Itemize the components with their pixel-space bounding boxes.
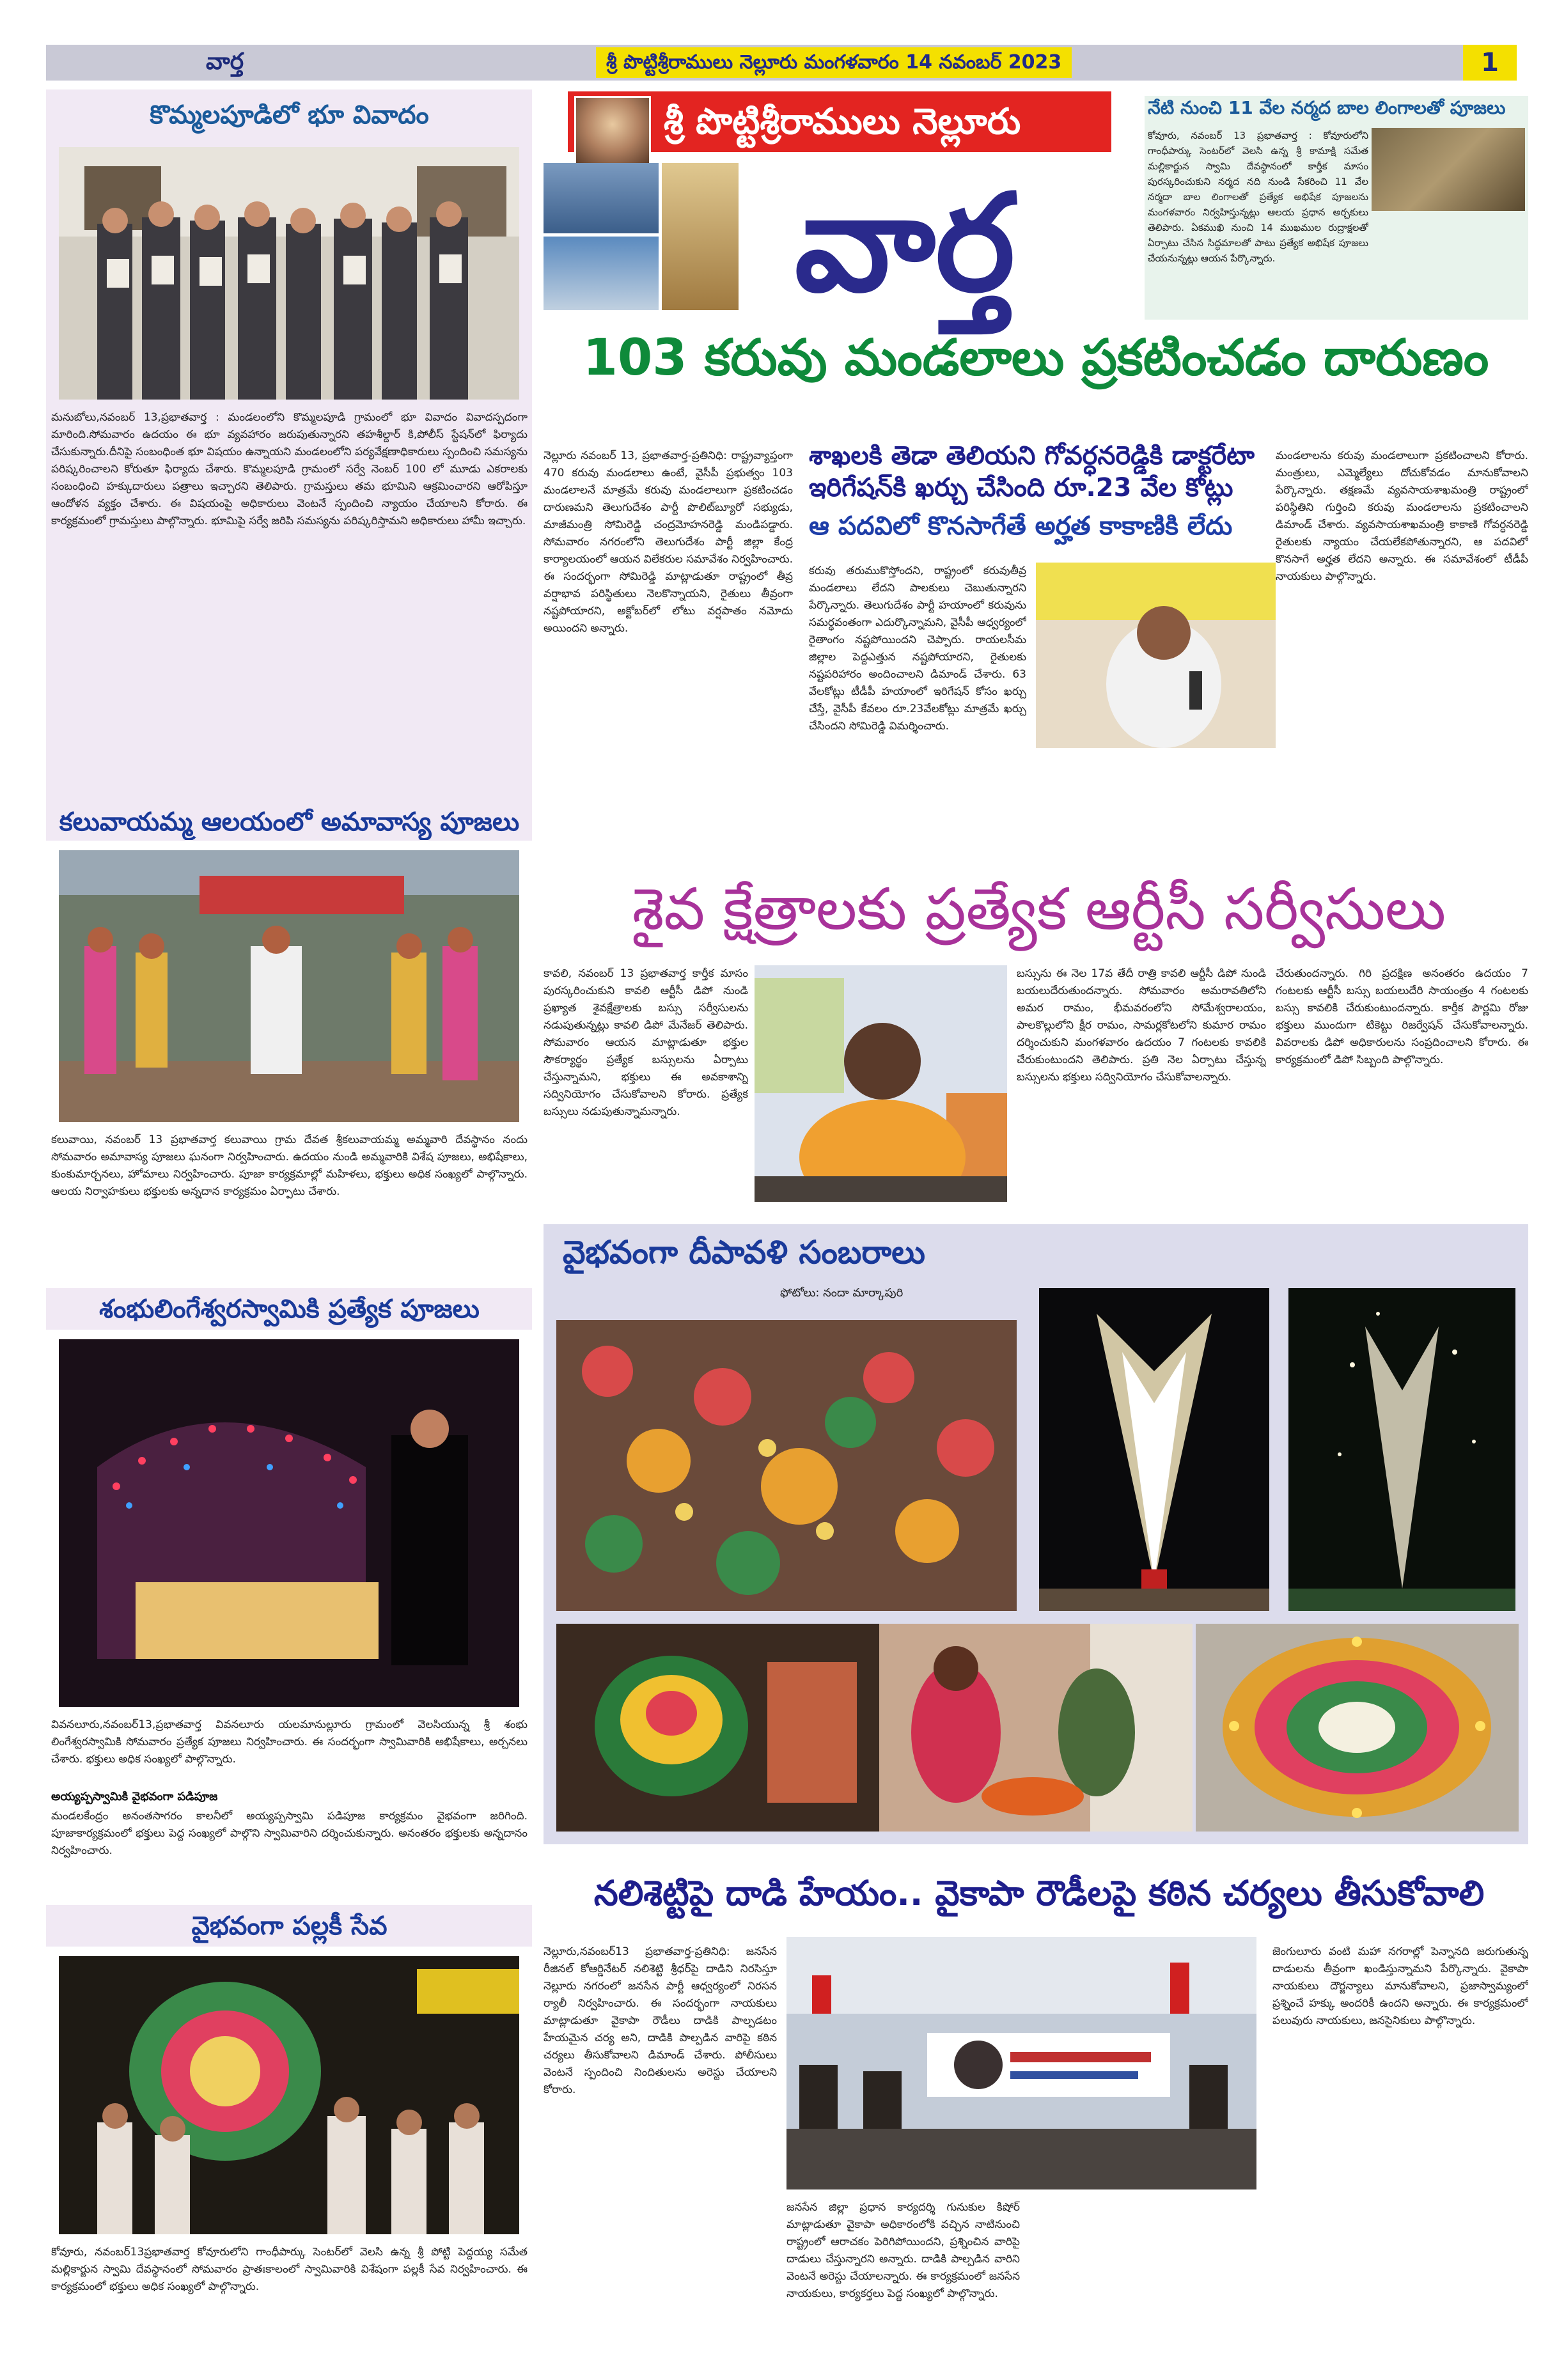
story3-body2: మండలకేంద్రం అనంతసాగరం కాలనీలో అయ్యప్పస్వామి పడిపూజ కార్యక్రమం వైభవంగా జరిగింది. పూజాకార్యక్రమంలో భక్తులు పెద్ద సంఖ్యలో పాల్గొని స్వామివారిని దర్శించుకున్నారు. అనంతరం భక్తులకు అన్నదానం నిర్వహించారు. — [51, 1810, 528, 1857]
diwali-photo-lamps — [556, 1624, 879, 1832]
main-story-col2: కరువు తరుముకొస్తోందని, రాష్ట్రంలో కరువుతీవ్ర మండలాలు లేదని పాలకులు చెబుతున్నారని పేర్కొన్నారు. తెలుగుదేశం పార్టీ హయాంలో కరువును సమర్థవంతంగా ఎదుర్కొన్నామని, వైసీపీ ఆధ్వర్యంలో రైతాంగం నష్టపోయిందని చెప్పారు. రాయలసీమ జిల్లాల పెద్దఎత్తున నష్టపోయారని, రైతులకు నష్టపరిహారం అందించాలని డిమాండ్ చేశారు. 63 వేలకోట్లు టీడీపీ హయాంలో ఇరిగేషన్ కోసం ఖర్చు చేస్తే, వైసీపీ కేవలం రూ.23వేలకోట్లు మాత్రమే ఖర్చు చేసిందని సోమిరెడ్డి విమర్శించారు. — [809, 564, 1026, 733]
rtc-col1: కావలి, నవంబర్ 13 ప్రభాతవార్త కార్తీక మాసం పురస్కరించుకుని కావలి ఆర్టీసీ డిపో నుండి ప్రఖ్యాత శైవక్షేత్రాలకు బస్సు సర్వీసులను నడుపుతున్నట్లు కావలి డిపో మేనేజర్ తెలిపారు. సోమవారం ఆయన మాట్లాడుతూ భక్తుల సౌకర్యార్థం ప్రత్యేక బస్సులను ఏర్పాటు చేస్తున్నామని, భక్తులు ఈ అవకాశాన్ని సద్వినియోగం చేసుకోవాలని కోరారు. ప్రత్యేక బస్సులు నడుపుతున్నామన్నారు. — [544, 967, 748, 1118]
page-number: 1 — [1463, 45, 1517, 81]
speaker-icon — [1036, 563, 1276, 748]
diwali-headline: వైభవంగా దీపావళి సంబరాలు — [563, 1234, 925, 1271]
rally-banner-icon — [786, 1937, 1256, 2189]
main-subhead-2: ఇరిగేషన్‌కి ఖర్చు చేసింది రూ.23 వేల కోట్లు — [809, 473, 1233, 502]
rtc-headline: శైవ క్షేత్రాలకు ప్రత్యేక ఆర్టీసీ సర్వీసులు — [632, 876, 1446, 943]
story4-headline: వైభవంగా పల్లకీ సేవ — [191, 1911, 387, 1941]
story1-body: మనుబోలు,నవంబర్ 13,ప్రభాతవార్త : మండలంలోని కొమ్మలపూడి గ్రామంలో భూ వివాదం వివాదస్పదంగా మారింది.సోమవారం ఉదయం ఈ భూ వ్యవహారం జరుపుతున్నారని తహశీల్దార్ కి,పోలీస్ స్టేషన్‌లో ఫిర్యాదు చేసుకున్నారు.దీనిపై సంబంధింత భూ విషయం ఉన్నాయని మండలంలోని పర్యవేక్షణాధికారులు స్పందించి సమస్యను పరిష్కరించాలని కోరుతూ ఫిర్యాదు చేశారు. కొమ్మలపూడి గ్రామంలో సర్వే నెంబర్ 100 లో మూడు ఎకరాలకు సంబంధించి హక్కుదారులు పత్రాలు ఇచ్చారని తెలిపారు. గ్రామస్తులు తమ భూమిని ఆక్రమించారని ఆరోపిస్తూ ఆందోళన వ్యక్తం చేశారు. ఈ విషయంపై అధికారులు వెంటనే స్పందించి న్యాయం చేయాలని కోరారు. ఈ కార్యక్రమంలో గ్రామస్తులు పాల్గొన్నారు. భూమిపై సర్వే జరిపి సమస్యను పరిష్కరిస్తామని అధికారులు హామీ ఇచ్చారు. — [51, 411, 528, 527]
port-image-icon — [544, 237, 659, 310]
story3-body: వివనలూరు,నవంబర్13,ప్రభాతవార్త వివనలూరు యలమానుల్లూరు గ్రామంలో వెలసియున్న శ్రీ శంభు లింగేశ్వరస్వామికి సోమవారం ప్రత్యేక పూజలు నిర్వహించారు. ఈ సందర్భంగా స్వామివారికి అభిషేకాలు, అర్చనలు చేశారు. భక్తులు అధిక సంఖ్యలో పాల్గొన్నారు. — [51, 1718, 528, 1766]
protest-col1: నెల్లూరు,నవంబర్13 ప్రభాతవార్త-ప్రతినిధి: జనసేన రీజినల్ కోఆర్డినేటర్ నలిశెట్టి శ్రీధర్‌పై దాడిని నిరసిస్తూ నెల్లూరు నగరంలో జనసేన పార్టీ ఆధ్వర్యంలో నిరసన ర్యాలీ నిర్వహించారు. ఈ సందర్భంగా నాయకులు మాట్లాడుతూ వైకాపా రౌడీలు దాడికి పాల్పడటం హేయమైన చర్య అని, దాడికి పాల్పడిన వారిపై కఠిన చర్యలు తీసుకోవాలని డిమాండ్ చేశారు. పోలీసులు వెంటనే స్పందించి నిందితులను అరెస్టు చేయాలని కోరారు. — [544, 1945, 777, 2096]
protest-col2: జనసేన జిల్లా ప్రధాన కార్యదర్శి గునుకుల కిషోర్ మాట్లాడుతూ వైకాపా అధికారంలోకి వచ్చిన నాటినుంచి రాష్ట్రంలో ఆరాచకం పెరిగిపోయిందని, ప్రశ్నించిన వారిపై దాడులు చేస్తున్నారని అన్నారు. దాడికి పాల్పడిన వారిని వెంటనే అరెస్టు చేయాలన్నారు. ఈ కార్యక్రమంలో జనసేన నాయకులు, కార్యకర్తలు పెద్ద సంఖ్యలో పాల్గొన్నారు. — [786, 2201, 1020, 2300]
founder-portrait-icon — [574, 96, 651, 166]
diwali-photo-firework-1 — [1039, 1288, 1269, 1611]
diwali-photo-rangoli-women — [879, 1624, 1193, 1832]
story2-body: కలువాయి, నవంబర్ 13 ప్రభాతవార్త కలువాయి గ్రామ దేవత శ్రీకలువాయమ్మ అమ్మవారి దేవస్థానం నందు సోమవారం అమావాస్య పూజలు ఘనంగా నిర్వహించారు. ఉదయం నుండి అమ్మవారికి విశేష పూజలు, అభిషేకాలు, కుంకుమార్చనలు, హోమాలు నిర్వహించారు. పూజా కార్యక్రమాల్లో మహిళలు, భక్తులు అధిక సంఖ్యలో పాల్గొన్నారు. ఆలయ నిర్వాహకులు భక్తులకు అన్నదాన కార్యక్రమం ఏర్పాటు చేశారు. — [51, 1133, 528, 1198]
group-photo-icon — [59, 147, 519, 400]
palanquin-procession-icon — [59, 1956, 519, 2234]
masthead-region-title: శ్రీ పొట్టిశ్రీరాములు నెల్లూరు — [664, 101, 1021, 143]
main-subhead-1: శాఖలకి తెడా తెలియని గోవర్ధనరెడ్డికి డాక్టరేటా — [809, 441, 1255, 471]
dateline: శ్రీ పొట్టిశ్రీరాములు నెల్లూరు మంగళవారం 14 నవంబర్ 2023 — [596, 47, 1072, 78]
top-strip — [46, 45, 1517, 81]
women-lighting-lamps-icon — [879, 1624, 1193, 1832]
protest-rally-photo — [786, 1937, 1256, 2189]
depot-manager-photo — [755, 965, 1007, 1202]
story2-photo — [59, 850, 519, 1122]
story1-photo — [59, 147, 519, 400]
rangoli-icon — [1196, 1624, 1519, 1832]
diwali-photo-firework-2 — [1288, 1288, 1515, 1611]
main-story-col3: మండలాలను కరువు మండలాలుగా ప్రకటించాలని కోరారు. మంత్రులు, ఎమ్మెల్యేలు దోచుకోవడం మానుకోవాలని పేర్కొన్నారు. తక్షణమే వ్యవసాయశాఖమంత్రి రాష్ట్రంలో పరిస్థితిని గుర్తించి కరువు మండలాలను ప్రకటించాలని డిమాండ్ చేశారు. వ్యవసాయశాఖమంత్రి కాకాణి గోవర్ధనరెడ్డి రైతులకు న్యాయం చేయలేకపోతున్నారని, ఆ పదవిలో కొనసాగే అర్హత లేదని అన్నారు. ఈ సమావేశంలో టీడీపీ నాయకులు పాల్గొన్నారు. — [1276, 449, 1528, 583]
shrine-lights-icon — [59, 1339, 519, 1707]
bridge-image-icon — [544, 163, 659, 233]
small-logo: వార్త — [206, 49, 244, 75]
diwali-pooja-crowd-icon — [556, 1320, 1017, 1611]
firework-sparks-icon — [1288, 1288, 1515, 1611]
story3-subhead: అయ్యప్పస్వామికి వైభవంగా పడిపూజ — [51, 1790, 218, 1803]
story1-headline: కొమ్మలపూడిలో భూ వివాదం — [150, 100, 429, 130]
official-portrait-icon — [755, 965, 1007, 1202]
story4-photo — [59, 1956, 519, 2234]
story2-headline: కలువాయమ్మ ఆలయంలో అమావాస్య పూజలు — [59, 807, 520, 837]
story3-headline: శంభులింగేశ్వరస్వామికి ప్రత్యేక పూజలు — [99, 1295, 480, 1324]
firework-fountain-icon — [1039, 1288, 1269, 1611]
diwali-photo-crowd — [556, 1320, 1017, 1611]
main-subhead-3: ఆ పదవిలో కొనసాగేతే అర్హత కాకాణికి లేదు — [809, 511, 1233, 541]
protest-headline: నలిశెట్టిపై దాడి హేయం.. వైకాపా రౌడీలపై కఠిన చర్యలు తీసుకోవాలి — [593, 1873, 1485, 1913]
story4-body: కోవూరు, నవంబర్13ప్రభాతవార్త కోవూరులోని గాంధీపార్కు సెంటర్‌లో వెలసి ఉన్న శ్రీ పోట్టి పెద్దయ్య సమేత మల్లికార్జున స్వామి దేవస్థానంలో సోమవారం ప్రాతఃకాలంలో స్వామివారికి విశేషంగా పల్లకీ సేవ నిర్వహించారు. ఈ కార్యక్రమంలో భక్తులు అధిక సంఖ్యలో పాల్గొన్నారు. — [51, 2246, 528, 2293]
diwali-photo-credit: ఫోటోలు: నందా మార్కాపురి — [780, 1286, 904, 1300]
protest-col3: జెంగులూరు వంటి మహా నగరాల్లో పెన్నానది జరుగుతున్న దాడులను తీవ్రంగా ఖండిస్తున్నామని పేర్కొన్నారు. వైకాపా నాయకులు దౌర్జన్యాలు మానుకోవాలని, ప్రజాస్వామ్యంలో ప్రశ్నించే హక్కు అందరికీ ఉందని అన్నారు. ఈ కార్యక్రమంలో పలువురు నాయకులు, జనసైనికులు పాల్గొన్నారు. — [1272, 1945, 1528, 2027]
rtc-col2: బస్సును ఈ నెల 17వ తేదీ రాత్రి కావలి ఆర్టీసీ డిపో నుండి బయలుదేరుతుందన్నారు. సోమవారం అమరావతిలోని అమర రామం, భీమవరంలోని సోమేశ్వరాలయం, పాలకొల్లులోని క్షీర రామం, సామర్లకోటలోని కుమార రామం దర్శించుకుని మంగళవారం ఉదయం 7 గంటలకు కావలికి చేరుకుంటుందని తెలిపారు. ప్రతి నెల ఏర్పాటు చేస్తున్న బస్సులను భక్తులు సద్వినియోగం చేసుకోవాలన్నారు. — [1017, 967, 1266, 1084]
top-right-body: కోవూరు, నవంబర్ 13 ప్రభాతవార్త : కోవూరులోని గాంధీపార్కు సెంటర్‌లో వెలసి ఉన్న శ్రీ కామాక్షి సమేత మల్లికార్జున స్వామి దేవస్థానంలో కార్తీక మాసం పురస్కరించుకుని నర్మద నది నుండి సేకరించి 11 వేల నర్మదా బాల లింగాలతో ప్రత్యేక అభిషేక పూజలను మంగళవారం నిర్వహిస్తున్నట్లు ఆలయ ప్రధాన అర్చకులు తెలిపారు. ఏకముఖి నుంచి 14 ముఖముల రుద్రాక్షలతో ఏర్పాటు చేసిన సిద్ధమాలతో పాటు ప్రత్యేక అభిషేక పూజలు చేయనున్నట్లు ఆయన పేర్కొన్నారు. — [1148, 130, 1368, 264]
masthead-logo: వార్త — [794, 164, 1015, 322]
temple-crowd-icon — [59, 850, 519, 1122]
rtc-col3: చేరుతుందన్నారు. గిరి ప్రదక్షిణ అనంతరం ఉదయం 7 గంటలకు ఆర్టీసీ బస్సు బయలుదేరి సాయంత్రం 4 గంటలకు బస్సు కావలికి చేరుకుంటుందన్నారు. కార్తీక పౌర్ణమి రోజు భక్తులు ముందుగా టికెట్టు రిజర్వేషన్ చేసుకోవాలన్నారు. వివరాలకు డిపో అధికారులను సంప్రదించాలని కోరారు. ఈ కార్యక్రమంలో డిపో సిబ్బంది పాల్గొన్నారు. — [1276, 967, 1528, 1066]
main-story-col1: నెల్లూరు నవంబర్ 13, ప్రభాతవార్త-ప్రతినిధి: రాష్ట్రవ్యాప్తంగా 470 కరువు మండలాలు ఉంటే, వైసీపీ ప్రభుత్వం 103 మండలాలనే మాత్రమే కరువు మండలాలుగా ప్రకటించడం దారుణమని తెలుగుదేశం పార్టీ పొలిట్‌బ్యూరో సభ్యుడు, మాజీమంత్రి సోమిరెడ్డి చంద్రమోహనరెడ్డి మండిపడ్డారు. సోమవారం నగరంలోని తెలుగుదేశం పార్టీ జిల్లా కేంద్ర కార్యాలయంలో ఆయన విలేకరుల సమావేశం నిర్వహించారు. ఈ సందర్భంగా సోమిరెడ్డి మాట్లాడుతూ రాష్ట్రంలో తీవ్ర వర్షాభావ పరిస్థితులు నెలకొన్నాయని, రైతులు తీవ్రంగా నష్టపోయారని, అక్టోబర్‌లో లోటు వర్షపాతం నమోదు అయిందని అన్నారు. — [544, 449, 793, 635]
linga-pooja-photo — [1372, 128, 1525, 211]
lamp-offering-icon — [556, 1624, 879, 1832]
press-meet-photo — [1036, 563, 1276, 748]
main-headline: 103 కరువు మండలాలు ప్రకటించడం దారుణం — [583, 329, 1489, 387]
top-right-headline: నేటి నుంచి 11 వేల నర్మద బాల లింగాలతో పూజలు — [1148, 97, 1506, 118]
diwali-photo-rangoli — [1196, 1624, 1519, 1832]
story3-photo — [59, 1339, 519, 1707]
